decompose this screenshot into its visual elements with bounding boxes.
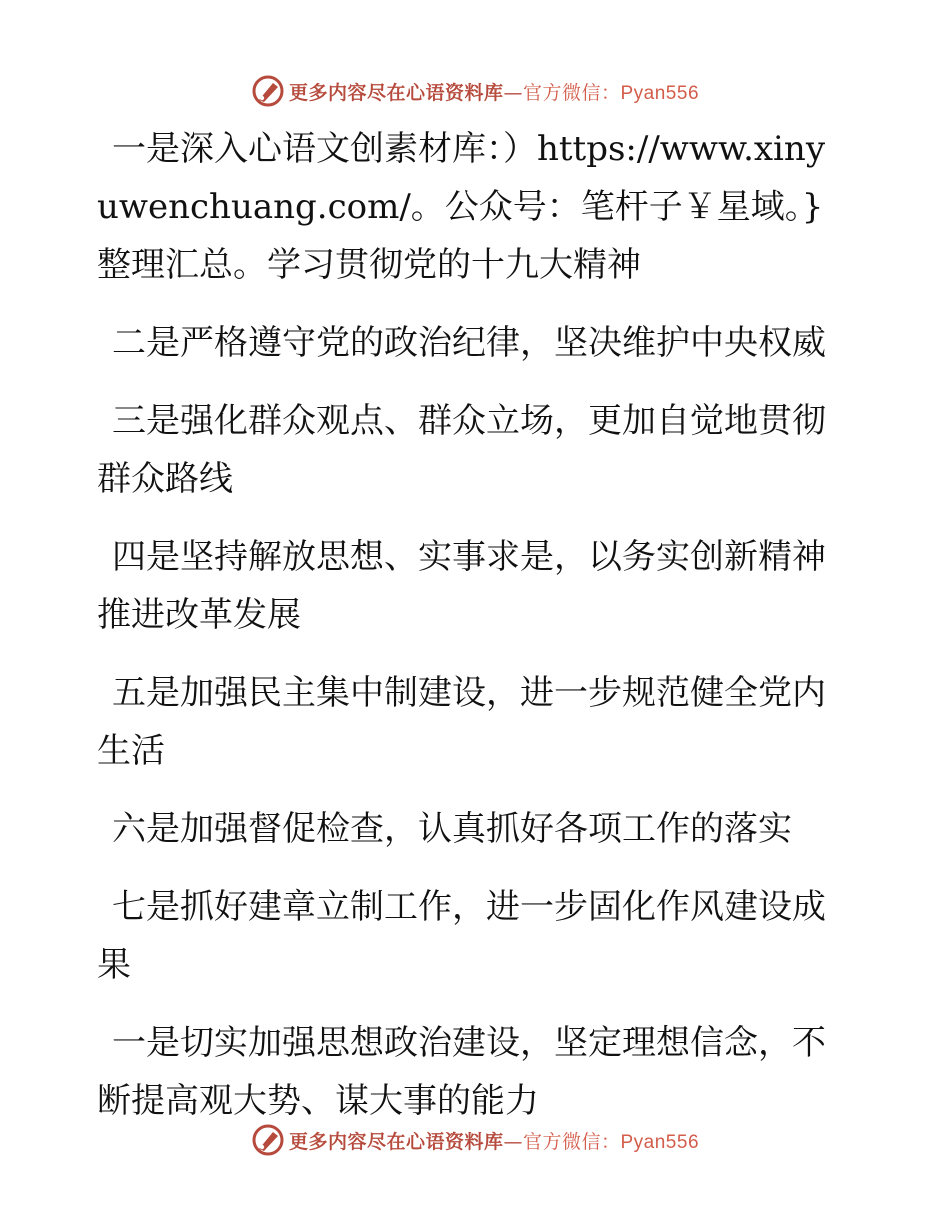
paragraph-4: 四是坚持解放思想、实事求是，以务实创新精神推进改革发展 (97, 537, 826, 635)
paragraph-7: 七是抓好建章立制工作，进一步固化作风建设成果 (97, 887, 826, 985)
paragraph-8: 一是切实加强思想政治建设，坚定理想信念，不断提高观大势、谋大事的能力 (97, 1023, 826, 1121)
header-brand-text: 更多内容尽在心语资料库 (288, 81, 504, 104)
paragraph-6: 六是加强督促检查，认真抓好各项工作的落实 (112, 809, 792, 849)
paragraph-5: 五是加强民主集中制建设，进一步规范健全党内生活 (97, 673, 826, 771)
footer-watermark-banner (0, 1120, 950, 1160)
document-body (97, 120, 837, 1150)
paragraph-3: 三是强化群众观点、群众立场，更加自觉地贯彻群众路线 (97, 401, 826, 499)
footer-wechat-handle: Pyan556 (620, 1131, 700, 1153)
paragraph-2: 二是严格遵守党的政治纪律，坚决维护中央权威 (112, 323, 826, 363)
header-banner-text (289, 78, 699, 105)
footer-separator: — (503, 1130, 523, 1153)
header-separator: — (503, 81, 523, 104)
header-watermark-banner (0, 71, 950, 111)
pen-nib-logo-icon (251, 1123, 285, 1157)
footer-banner-text (289, 1127, 699, 1154)
footer-wechat-label: 官方微信： (522, 1130, 621, 1153)
footer-brand-text: 更多内容尽在心语资料库 (288, 1130, 504, 1153)
header-wechat-handle: Pyan556 (620, 82, 700, 104)
pen-nib-logo-icon (251, 74, 285, 108)
header-wechat-label: 官方微信： (522, 81, 621, 104)
paragraph-1: 一是深入心语文创素材库：）https://www.xinyuwenchuang.com/。公众号：笔杆子￥星域。}整理汇总。学习贯彻党的十九大精神 (97, 129, 826, 285)
